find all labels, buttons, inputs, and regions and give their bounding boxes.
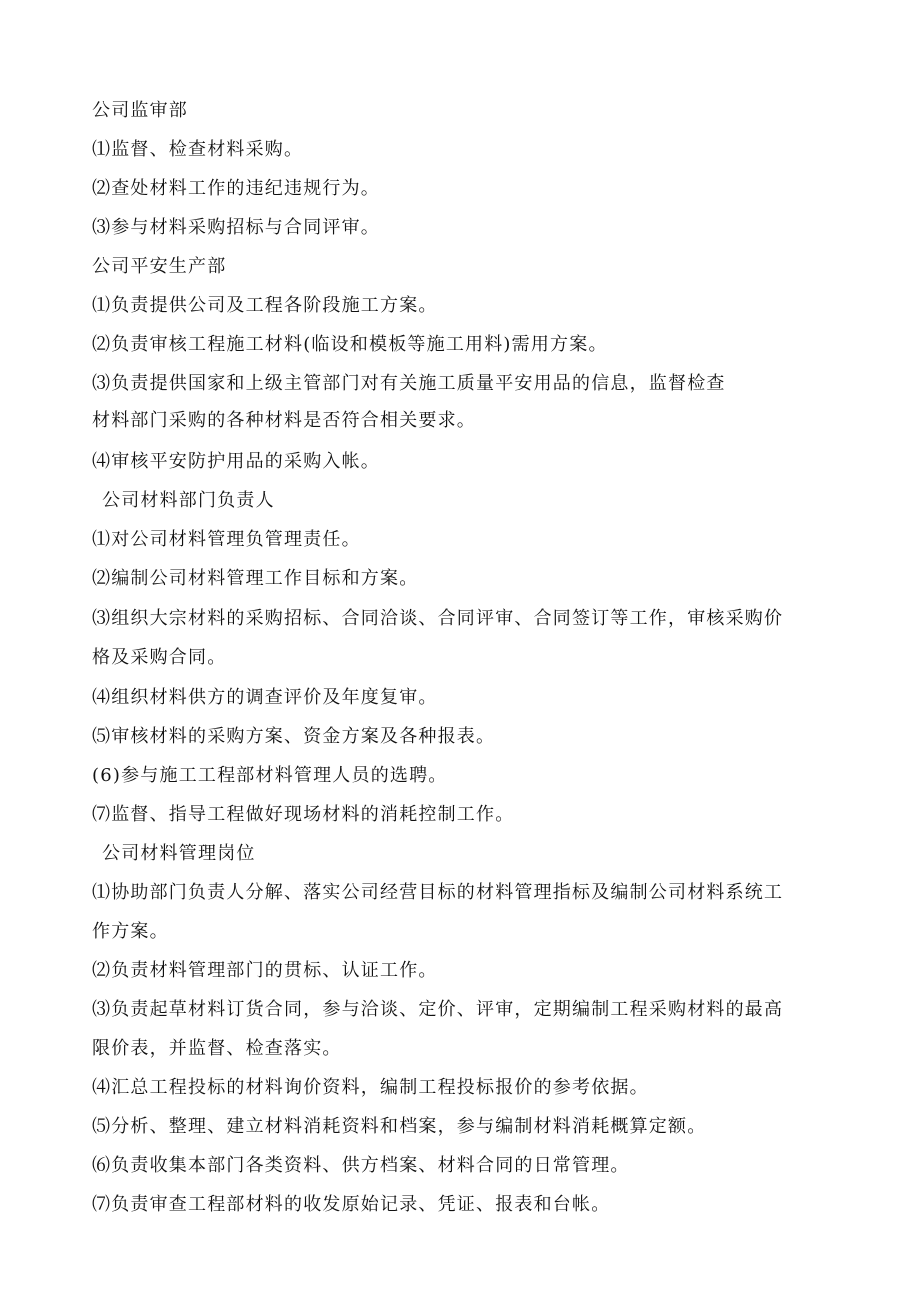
list-item: ⑴负责提供公司及工程各阶段施工方案。 [92,295,438,316]
list-item: ⑺负责审查工程部材料的收发原始记录、凭证、报表和台帐。 [92,1194,611,1215]
list-item: ⑷组织材料供方的调查评价及年度复审。 [92,687,438,708]
list-item: ⑶参与材料采购招标与合同评审。 [92,217,380,238]
list-item: ⑵负责材料管理部门的贯标、认证工作。 [92,960,438,981]
list-item: ⑷审核平安防护用品的采购入帐。 [92,451,380,472]
section-heading-materials-post: 公司材料管理岗位 [102,843,256,864]
list-item: ⑶负责提供国家和上级主管部门对有关施工质量平安用品的信息，监督检查 [92,373,726,394]
list-item: ⑴协助部门负责人分解、落实公司经营目标的材料管理指标及编制公司材料系统工 [92,882,784,903]
list-item: ⑸分析、整理、建立材料消耗资料和档案，参与编制材料消耗概算定额。 [92,1116,707,1137]
list-item: ⑵负责审核工程施工材料(临设和模板等施工用料)需用方案。 [92,334,608,355]
list-item: ⑶负责起草材料订货合同，参与洽谈、定价、评审，定期编制工程采购材料的最高 [92,999,784,1020]
list-item: ⑵查处材料工作的违纪违规行为。 [92,178,380,199]
list-item: ⑶组织大宗材料的采购招标、合同洽谈、合同评审、合同签订等工作，审核采购价 [92,608,784,629]
section-heading-audit: 公司监审部 [92,100,188,121]
list-item-continuation: 材料部门采购的各种材料是否符合相关要求。 [92,410,476,431]
list-item-continuation: 格及采购合同。 [92,647,227,668]
list-item: (6)参与施工工程部材料管理人员的选聘。 [92,765,448,786]
list-item-continuation: 限价表，并监督、检查落实。 [92,1038,342,1059]
list-item: ⑵编制公司材料管理工作目标和方案。 [92,568,419,589]
list-item: ⑸审核材料的采购方案、资金方案及各种报表。 [92,726,496,747]
list-item: ⑹负责收集本部门各类资料、供方档案、材料合同的日常管理。 [92,1155,630,1176]
list-item: ⑴对公司材料管理负管理责任。 [92,529,361,550]
section-heading-materials-head: 公司材料部门负责人 [102,490,275,511]
list-item: ⑺监督、指导工程做好现场材料的消耗控制工作。 [92,804,515,825]
list-item: ⑴监督、检查材料采购。 [92,139,304,160]
list-item-continuation: 作方案。 [92,921,169,942]
section-heading-safety: 公司平安生产部 [92,256,227,277]
list-item: ⑷汇总工程投标的材料询价资料，编制工程投标报价的参考依据。 [92,1077,649,1098]
